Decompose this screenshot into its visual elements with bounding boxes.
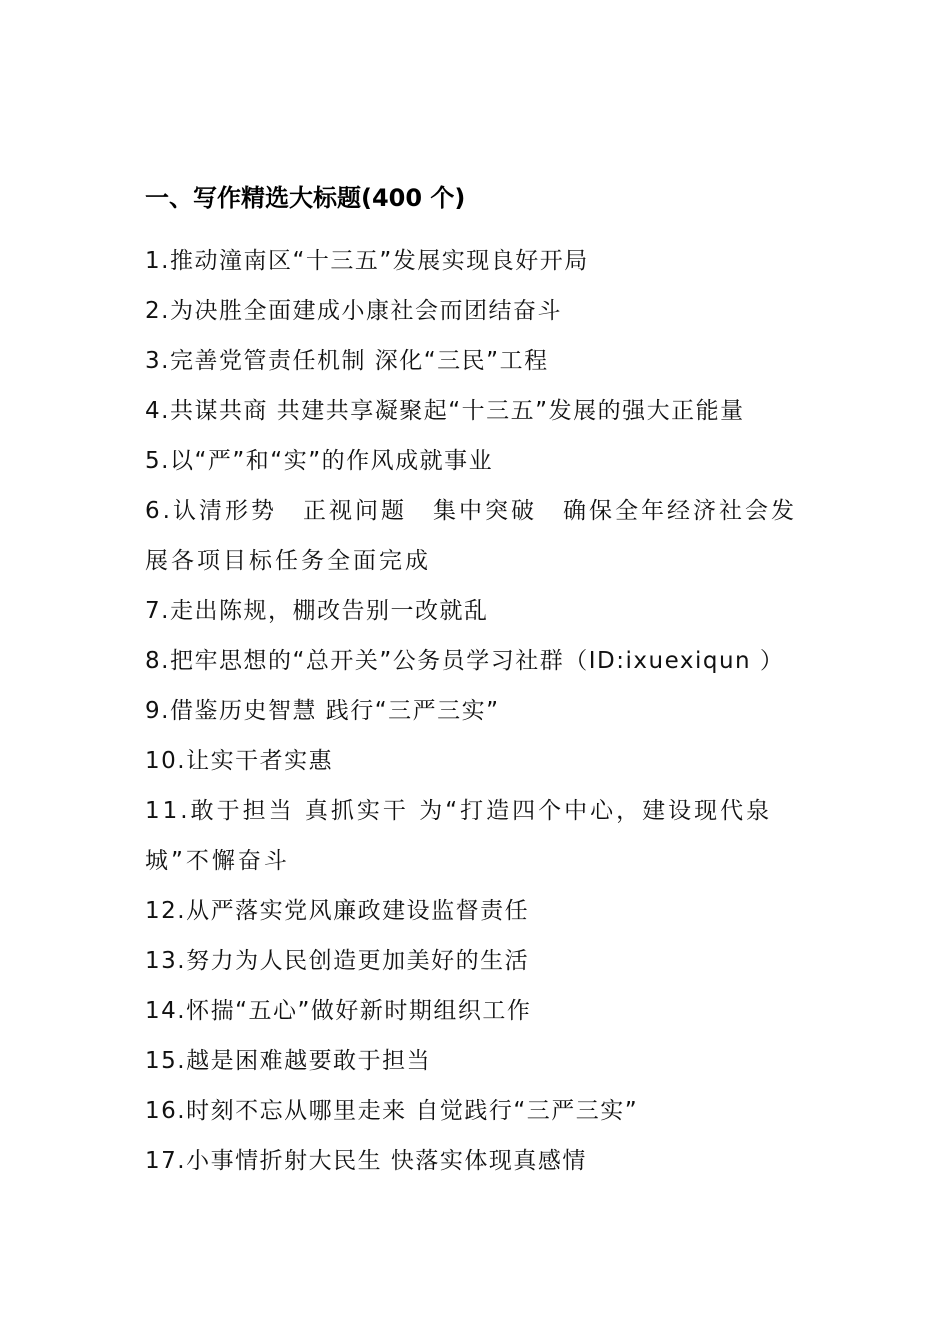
list-item: 9.借鉴历史智慧 践行“三严三实” bbox=[145, 698, 500, 724]
list-item: 16.时刻不忘从哪里走来 自觉践行“三严三实” bbox=[145, 1098, 639, 1124]
list-item: 1.推动潼南区“十三五”发展实现良好开局 bbox=[145, 248, 589, 274]
title-list bbox=[145, 236, 810, 1186]
list-item: 12.从严落实党风廉政建设监督责任 bbox=[145, 898, 530, 924]
list-item: 7.走出陈规，棚改告别一改就乱 bbox=[145, 598, 489, 624]
list-item: 17.小事情折射大民生 快落实体现真感情 bbox=[145, 1148, 587, 1174]
list-item: 3.完善党管责任机制 深化“三民”工程 bbox=[145, 348, 549, 374]
list-item: 8.把牢思想的“总开关”公务员学习社群（ID:ixuexiqun ） bbox=[145, 648, 785, 674]
list-item: 4.共谋共商 共建共享凝聚起“十三五”发展的强大正能量 bbox=[145, 398, 745, 424]
list-item: 13.努力为人民创造更加美好的生活 bbox=[145, 948, 530, 974]
list-item: 14.怀揣“五心”做好新时期组织工作 bbox=[145, 998, 532, 1024]
list-item: 2.为决胜全面建成小康社会而团结奋斗 bbox=[145, 298, 562, 324]
list-item: 11.敢于担当 真抓实干 为“打造四个中心，建设现代泉城”不懈奋斗 bbox=[145, 798, 773, 874]
list-item: 10.让实干者实惠 bbox=[145, 748, 334, 774]
section-heading: 一、写作精选大标题(400 个) bbox=[145, 184, 466, 212]
list-item: 6.认清形势 正视问题 集中突破 确保全年经济社会发展各项目标任务全面完成 bbox=[145, 498, 797, 574]
list-item: 5.以“严”和“实”的作风成就事业 bbox=[145, 448, 494, 474]
list-item: 15.越是困难越要敢于担当 bbox=[145, 1048, 432, 1074]
